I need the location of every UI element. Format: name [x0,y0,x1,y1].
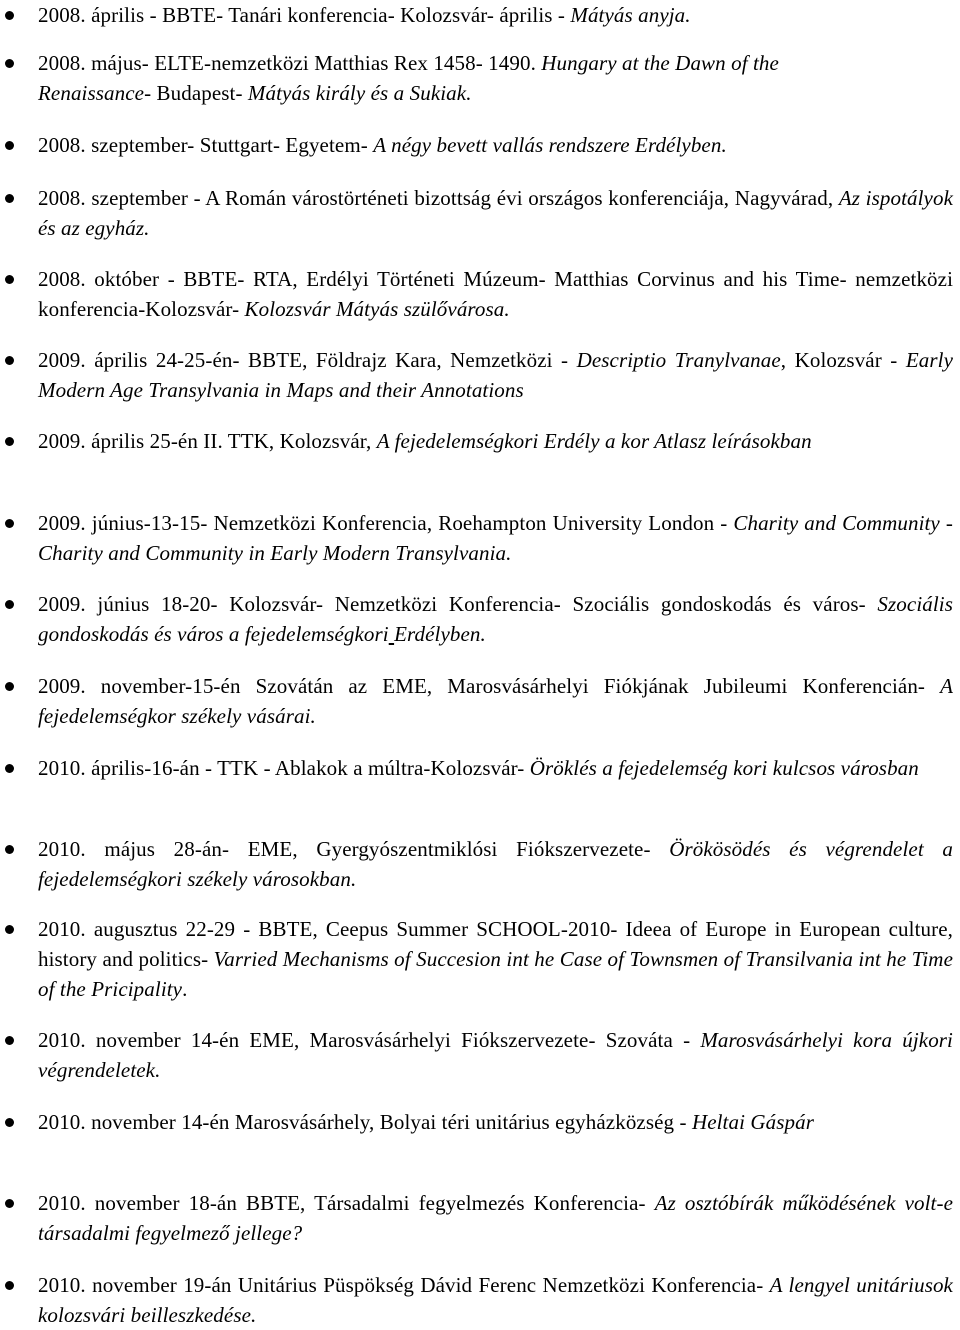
italic-title-text: Renaissance [38,81,145,105]
italic-title-text: Early Modern Age Transylvania in Maps and their Annotations [38,348,953,402]
list-item-text [38,671,953,731]
italic-title-text: Hungary at the Dawn of the [541,51,779,75]
italic-title-text: A négy bevett vallás rendszere Erdélyben. [373,133,727,157]
text-segment: 2009. április 25-én II. TTK, Kolozsvár, [38,429,377,453]
bullet-icon [5,682,14,691]
bullet-icon [5,925,14,934]
bullet-icon [5,141,14,150]
bullet-icon [5,600,14,609]
bullet-icon [5,1281,14,1290]
bullet-icon [5,356,14,365]
text-segment: 2010. november 14-én Marosvásárhely, Bolyai téri unitárius egyházközség - [38,1110,692,1134]
list-item-text [38,834,953,894]
list-item-text [38,1188,953,1248]
text-segment: 2010. november 18-án BBTE, Társadalmi fegyelmezés Konferencia- [38,1191,655,1215]
text-segment: 2009. november-15-én Szovátán az EME, Marosvásárhelyi Fiókjának Jubileumi Konferencián- [38,674,941,698]
text-segment: 2008. május- ELTE-nemzetközi Matthias Rex 1458- 1490. [38,51,542,75]
list-item-text [38,1107,953,1137]
list-item-text [38,914,953,1004]
bullet-icon [5,764,14,773]
italic-title-text: Marosvásárhelyi kora újkori végrendeletek. [38,1028,953,1082]
list-item-text [38,48,953,108]
italic-title-text: Öröklés a fejedelemség kori kulcsos városban [529,756,919,780]
text-segment: . [182,977,188,1001]
text-segment: 2010. november 14-én EME, Marosvásárhelyi Fiókszervezete- Szováta - [38,1028,701,1052]
list-item-text [38,508,953,568]
italic-title-text: Mátyás anyja. [570,3,691,27]
list-item-text [38,130,953,160]
list-item-text [38,753,953,783]
text-segment: , Kolozsvár - [780,348,906,372]
italic-title-text: Varried Mechanisms of Succesion int he Case of Townsmen of Transilvania int he Time of the Pricipality [38,947,953,1001]
bullet-icon [5,275,14,284]
bullet-icon [5,11,14,20]
list-item-text [38,264,953,324]
bullet-icon [5,1118,14,1127]
italic-title-text: Szociális gondoskodás és város a fejedelemségkori [38,592,953,646]
bullet-icon [5,845,14,854]
italic-title-text: A lengyel unitáriusok kolozsvári beilleszkedése. [38,1273,953,1327]
bullet-icon [5,437,14,446]
italic-title-text: A fejedelemségkor székely vásárai. [38,674,953,728]
list-item-text [38,0,953,30]
bullet-icon [5,1199,14,1208]
italic-title-text: Kolozsvár Mátyás szülővárosa. [244,297,510,321]
list-item-text [38,589,953,649]
text-segment: 2010. november 19-án Unitárius Püspökség Dávid Ferenc Nemzetközi Konferencia- [38,1273,770,1297]
text-segment: 2008. október - BBTE- RTA, Erdélyi Történeti Múzeum- Matthias Corvinus and his Time- nemzetközi konferencia-Kolozsvár- [38,267,953,321]
italic-title-text: Mátyás király és a Sukiak. [247,81,472,105]
text-segment: 2009. június 18-20- Kolozsvár- Nemzetközi Konferencia- Szociális gondoskodás és város- [38,592,878,616]
text-segment: 2008. április - BBTE- Tanári konferencia- Kolozsvár- április - [38,3,571,27]
list-item-text [38,1025,953,1085]
italic-title-text: Az ispotályok és az egyház. [38,186,953,240]
italic-title-text: A fejedelemségkori Erdély a kor Atlasz leírásokban [376,429,812,453]
italic-title-text: Descriptio Tranylvanae [576,348,781,372]
list-item-text [38,426,953,456]
text-segment: 2009. június-13-15- Nemzetközi Konferencia, Roehampton University London - [38,511,734,535]
list-item-text [38,1270,953,1330]
bullet-icon [5,59,14,68]
italic-title-text: Örökösödés és végrendelet a fejedelemségkori székely városokban. [38,837,953,891]
text-segment: - Budapest- [144,81,248,105]
text-segment: 2010. április-16-án - TTK - Ablakok a múltra-Kolozsvár- [38,756,530,780]
text-segment: 2010. május 28-án- EME, Gyergyószentmiklósi Fiókszervezete- [38,837,670,861]
list-item-text [38,183,953,243]
bullet-icon [5,519,14,528]
text-segment: 2008. szeptember- Stuttgart- Egyetem- [38,133,374,157]
italic-title-text: Heltai Gáspár [691,1110,814,1134]
text-segment: 2008. szeptember - A Román várostörténeti bizottság évi országos konferenciája, Nagyvárad, [38,186,839,210]
italic-title-text: Erdélyben. [394,622,486,646]
italic-title-text: Az osztóbírák működésének volt-e társadalmi fegyelmező jellege? [38,1191,953,1245]
italic-title-text: Charity and Community - Charity and Community in Early Modern Transylvania. [38,511,953,565]
bullet-icon [5,194,14,203]
list-item-text [38,345,953,405]
text-segment: 2010. augusztus 22-29 - BBTE, Ceepus Summer SCHOOL-2010- Ideea of Europe in European culture, history and politics- [38,917,953,971]
text-segment: 2009. április 24-25-én- BBTE, Földrajz Kara, Nemzetközi - [38,348,577,372]
bullet-icon [5,1036,14,1045]
